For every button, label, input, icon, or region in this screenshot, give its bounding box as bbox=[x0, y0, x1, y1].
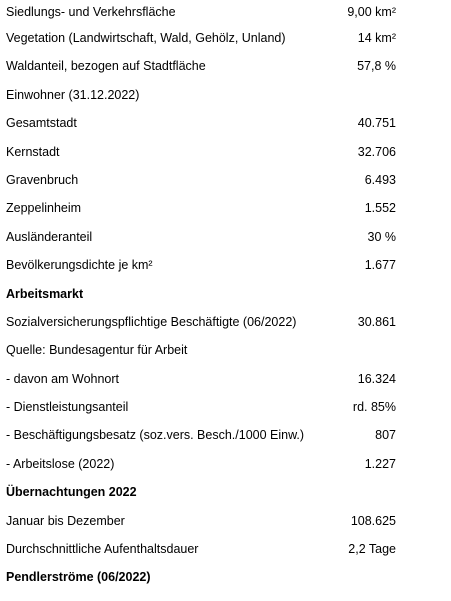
row-zeppelinheim bbox=[0, 194, 451, 222]
row-value: 9,00 km² bbox=[347, 5, 396, 19]
row-value: 2,2 Tage bbox=[348, 542, 396, 557]
row-vegetation bbox=[0, 24, 451, 52]
row-label: Übernachtungen 2022 bbox=[6, 485, 137, 500]
row-label: Kernstadt bbox=[6, 144, 60, 159]
row-aufenthaltsdauer bbox=[0, 535, 451, 563]
row-label: Ausländeranteil bbox=[6, 229, 93, 244]
row-januar-bis-dezember bbox=[0, 507, 451, 535]
row-label: - davon am Wohnort bbox=[6, 371, 120, 386]
row-label: Gravenbruch bbox=[6, 172, 79, 187]
row-gesamtstadt bbox=[0, 109, 451, 137]
row-label: Einwohner (31.12.2022) bbox=[6, 87, 140, 102]
row-label: Waldanteil, bezogen auf Stadtfläche bbox=[6, 59, 206, 74]
row-label: Bevölkerungsdichte je km² bbox=[6, 258, 153, 273]
row-label: Zeppelinheim bbox=[6, 201, 82, 216]
row-sv-beschaeftigte bbox=[0, 308, 451, 336]
row-label: Gesamtstadt bbox=[6, 116, 77, 131]
row-value: 40.751 bbox=[357, 116, 396, 131]
section-heading-uebernachtungen bbox=[0, 478, 451, 506]
row-beschaeftigungsbesatz bbox=[0, 421, 451, 449]
row-value: 1.552 bbox=[364, 201, 396, 216]
row-value: 108.625 bbox=[350, 513, 396, 528]
row-value: 807 bbox=[375, 428, 396, 443]
row-label: - Beschäftigungsbesatz (soz.vers. Besch./1000 Einw.) bbox=[6, 428, 305, 443]
row-kernstadt bbox=[0, 138, 451, 166]
row-davon-am-wohnort bbox=[0, 365, 451, 393]
section-heading-pendlerstroeme bbox=[0, 563, 451, 591]
row-einwohner-heading bbox=[0, 81, 451, 109]
row-label: - Arbeitslose (2022) bbox=[6, 456, 115, 471]
row-label: Quelle: Bundesagentur für Arbeit bbox=[6, 343, 188, 358]
row-label: Siedlungs- und Verkehrsfläche bbox=[6, 5, 176, 19]
row-value: 30.861 bbox=[357, 314, 396, 329]
row-value: 16.324 bbox=[357, 371, 396, 386]
row-dienstleistungsanteil bbox=[0, 393, 451, 421]
row-auslaenderanteil bbox=[0, 223, 451, 251]
row-label: Durchschnittliche Aufenthaltsdauer bbox=[6, 542, 199, 557]
row-siedlungs-verkehrsflaeche bbox=[0, 0, 451, 24]
row-label: Arbeitsmarkt bbox=[6, 286, 84, 301]
section-heading-arbeitsmarkt bbox=[0, 280, 451, 308]
row-waldanteil bbox=[0, 52, 451, 80]
row-bevoelkerungsdichte bbox=[0, 251, 451, 279]
row-quelle bbox=[0, 336, 451, 364]
row-gravenbruch bbox=[0, 166, 451, 194]
row-value: 6.493 bbox=[364, 172, 396, 187]
row-value: 14 km² bbox=[357, 31, 396, 45]
row-value: rd. 85% bbox=[352, 400, 396, 415]
row-value: 30 % bbox=[367, 229, 396, 244]
row-label: Pendlerströme (06/2022) bbox=[6, 570, 151, 585]
row-value: 32.706 bbox=[357, 144, 396, 159]
row-label: - Dienstleistungsanteil bbox=[6, 400, 129, 415]
row-label: Januar bis Dezember bbox=[6, 513, 125, 528]
row-value: 1.227 bbox=[364, 456, 396, 471]
row-value: 57,8 % bbox=[357, 59, 396, 74]
row-value: 1.677 bbox=[364, 258, 396, 273]
row-label: Sozialversicherungspflichtige Beschäftigte (06/2022) bbox=[6, 314, 297, 329]
row-arbeitslose bbox=[0, 450, 451, 478]
row-label: Vegetation (Landwirtschaft, Wald, Gehölz, Unland) bbox=[6, 31, 286, 45]
